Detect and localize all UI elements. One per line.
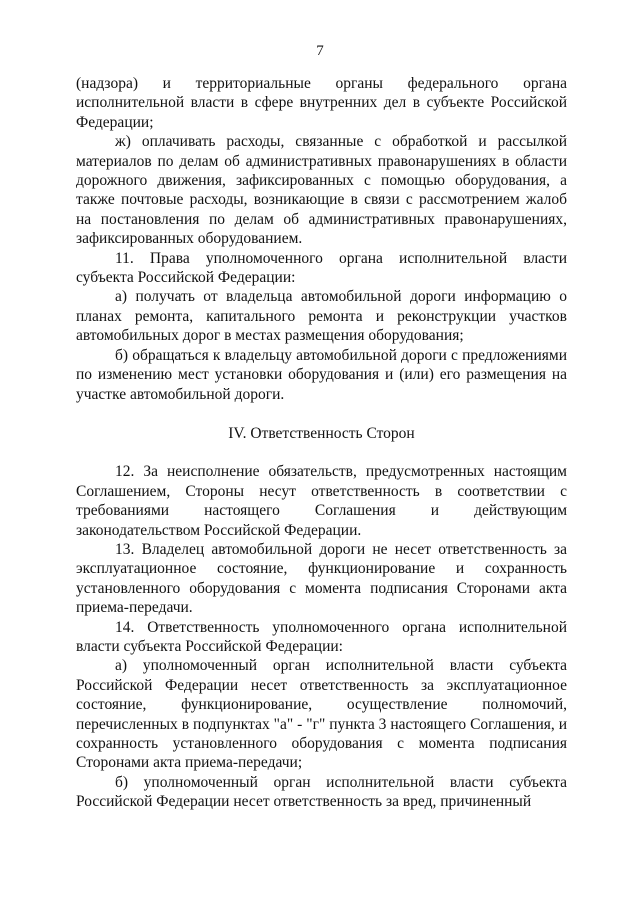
paragraph-clause-11: 11. Права уполномоченного органа исполнительной власти субъекта Российской Федерации: <box>76 249 567 287</box>
paragraph-item-zh: ж) оплачивать расходы, связанные с обработкой и рассылкой материалов по делам об административных правонарушениях в области дорожного движения, зафиксированных с помощью оборудования, а также почтовые расходы, возникающие в связи с рассмотрением жалоб на постановления по делам об административных правонарушениях, зафиксированных оборудованием. <box>76 133 567 248</box>
paragraph-clause-12: 12. За неисполнение обязательств, предусмотренных настоящим Соглашением, Стороны несут ответственность в соответствии с требованиями настоящего Соглашения и действующим законодательством Российской Федерации. <box>76 463 567 539</box>
section-heading: IV. Ответственность Сторон <box>228 424 415 442</box>
paragraph-clause-13: 13. Владелец автомобильной дороги не несет ответственность за эксплуатационное состояние, функционирование и сохранность установленного оборудования с момента подписания Сторонами акта приема-передачи. <box>76 540 567 617</box>
paragraph-item-b: б) обращаться к владельцу автомобильной дороги с предложениями по изменению мест установки оборудования и (или) его размещения на участке автомобильной дороги. <box>76 346 567 403</box>
paragraph-clause-14-item-b: б) уполномоченный орган исполнительной власти субъекта Российской Федерации несет ответственность за вред, причиненный <box>76 773 567 811</box>
paragraph-clause-14: 14. Ответственность уполномоченного органа исполнительной власти субъекта Российской Федерации: <box>76 618 567 655</box>
paragraph-clause-14-item-a: а) уполномоченный орган исполнительной власти субъекта Российской Федерации несет ответственность за эксплуатационное состояние, функционирование, осуществление полномочий, перечисленных в подпунктах "а" - "г" пункта 3 настоящего Соглашения, и сохранность установленного оборудования с момента подписания Сторонами акта приема-передачи; <box>76 657 567 772</box>
paragraph-item-a: а) получать от владельца автомобильной дороги информацию о планах ремонта, капитального ремонта и реконструкции участков автомобильных дорог в местах размещения оборудования; <box>76 288 567 345</box>
paragraph-continuation: (надзора) и территориальные органы федерального органа исполнительной власти в сфере внутренних дел в субъекте Российской Федерации; <box>76 75 567 131</box>
page-number: 7 <box>316 43 324 59</box>
document-body <box>76 74 567 812</box>
